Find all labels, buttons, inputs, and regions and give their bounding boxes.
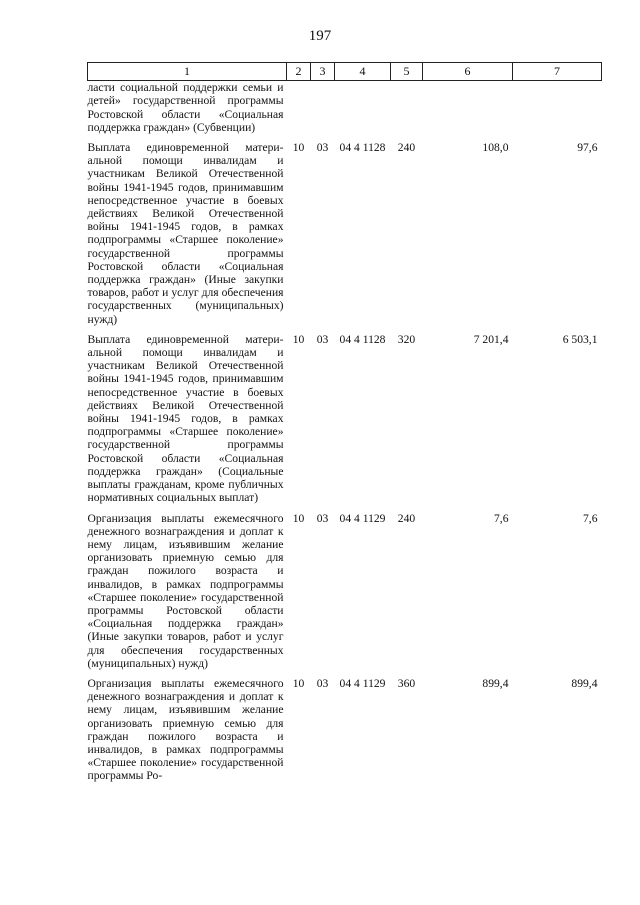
row-subsection: 03 [316,332,329,346]
column-header-6: 6 [423,63,513,81]
row-amount-2: 7,6 [583,511,598,525]
row-name: Организация выплаты ежемесячного денежного вознаграждения и доплат к нему лицам, изъявившим желание организовать приемную семью для граждан пожилого возраста и инвалидов, в рамках подпрограммы «Старшее поколение» государственной программы Ростовской области «Социальная поддержка граждан» (Иные закупки товаров, работ и услуг для обеспечения государственных (муниципальных) нужд) [87,511,284,670]
column-header-4: 4 [335,63,391,81]
row-amount-1: 899,4 [482,676,509,690]
table-row [88,81,602,137]
row-target-code [335,81,391,137]
row-target-code: 04 4 1129 [339,676,386,690]
row-subsection [311,81,335,137]
table-row [88,137,602,329]
page-number: 197 [308,28,332,44]
row-target-code: 04 4 1129 [339,511,386,525]
row-subsection: 03 [316,141,329,155]
row-name: Выплата единовременной материальной помощи инвалидам и участникам Великой Отечественной войны 1941-1945 годов, принимавшим непосредственное участие в боевых действиях Великой Отечественной войны 1941-1945 годов, в рамках подпрограммы «Старшее поколение» государственной программы Ростовской области «Социальная поддержка граждан» (Социальные выплаты гражданам, кроме публичных нормативных социальных выплат) [87,332,284,505]
row-expense-type: 240 [397,141,416,155]
row-target-code: 04 4 1128 [339,141,386,155]
column-header-3: 3 [311,63,335,81]
row-subsection: 03 [316,676,329,690]
row-amount-2 [513,81,602,137]
row-section: 10 [292,332,305,346]
header-row [88,63,602,81]
row-amount-1 [423,81,513,137]
row-name: ласти социальной поддержки семьи и детей» государственной программы Ростовской области «Социальная поддержка граждан» (Субвенции) [87,81,284,134]
row-section [287,81,311,137]
row-section: 10 [292,511,305,525]
row-expense-type: 320 [397,332,416,346]
row-expense-type: 360 [397,676,416,690]
table-row [88,673,602,786]
row-amount-2: 6 503,1 [562,332,598,346]
row-amount-1: 7,6 [494,511,509,525]
budget-table [87,62,602,786]
column-header-1: 1 [88,63,287,81]
row-amount-1: 7 201,4 [473,332,509,346]
row-amount-2: 899,4 [571,676,598,690]
row-subsection: 03 [316,511,329,525]
row-expense-type [391,81,423,137]
column-header-7: 7 [513,63,602,81]
table-row [88,508,602,673]
row-expense-type: 240 [397,511,416,525]
row-name: Организация выплаты ежемесячного денежного вознаграждения и доплат к нему лицам, изъявившим желание организовать приемную семью для граждан пожилого возраста и инвалидов, в рамках подпрограммы «Старшее поколение» государственной программы Ро- [87,676,284,783]
row-section: 10 [292,676,305,690]
row-amount-1: 108,0 [482,141,509,155]
column-header-2: 2 [287,63,311,81]
column-header-5: 5 [391,63,423,81]
table-row [88,329,602,508]
row-target-code: 04 4 1128 [339,332,386,346]
row-amount-2: 97,6 [577,141,598,155]
row-name: Выплата единовременной материальной помощи инвалидам и участникам Великой Отечественной войны 1941-1945 годов, принимавшим непосредственное участие в боевых действиях Великой Отечественной войны 1941-1945 годов, в рамках подпрограммы «Старшее поколение» государственной программы Ростовской области «Социальная поддержка граждан» (Иные закупки товаров, работ и услуг для обеспечения государственных (муниципальных) нужд) [87,141,284,326]
row-section: 10 [292,141,305,155]
